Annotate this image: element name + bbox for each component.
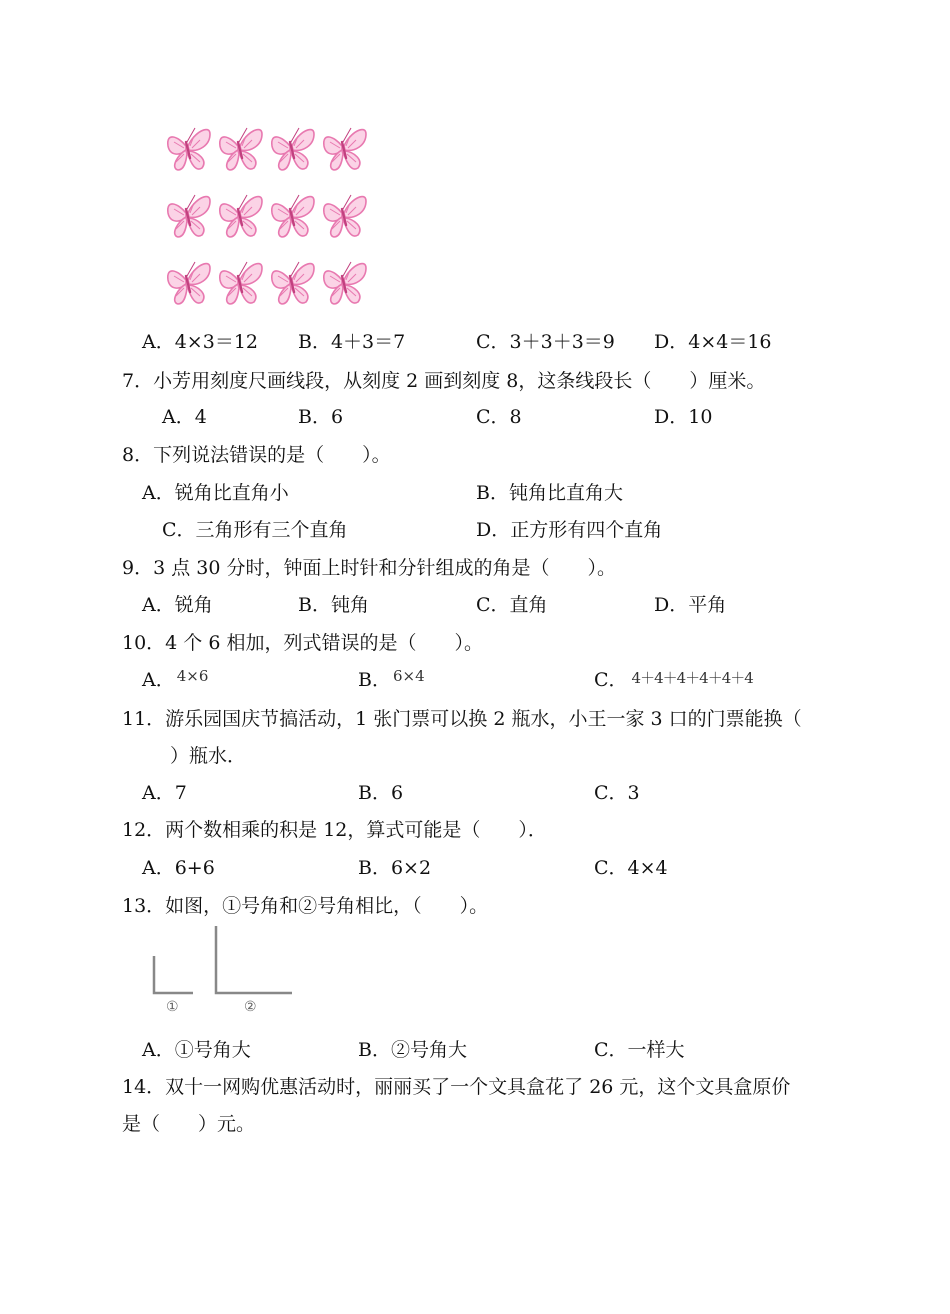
q9-option-a[interactable]: A．锐角 — [142, 594, 213, 616]
butterfly-figure — [160, 118, 375, 313]
q7-option-b[interactable]: B．6 — [298, 406, 344, 428]
butterfly-icon — [272, 195, 314, 237]
q8-option-c[interactable]: C．三角形有三个直角 — [162, 519, 348, 541]
butterfly-icon — [220, 262, 262, 304]
butterfly-icon — [324, 195, 366, 237]
q8-option-d[interactable]: D．正方形有四个直角 — [476, 519, 663, 541]
butterfly-icon — [324, 128, 366, 170]
angle-2-lines — [216, 926, 292, 993]
q9-option-b[interactable]: B．钝角 — [298, 594, 369, 616]
angle-2-label: ② — [244, 999, 257, 1015]
q11-option-a[interactable]: A．7 — [142, 782, 187, 804]
q11-option-c[interactable]: C．3 — [594, 782, 640, 804]
q12-option-a[interactable]: A．6+6 — [142, 857, 215, 879]
q13-option-b[interactable]: B．②号角大 — [358, 1039, 467, 1061]
q13-question: 13．如图，①号角和②号角相比，（ ）。 — [122, 895, 489, 917]
q7-option-a[interactable]: A．4 — [162, 406, 207, 428]
option-expression: 6×4 — [392, 667, 425, 685]
option-letter: B． — [358, 669, 391, 691]
q10-option-a[interactable] — [142, 665, 208, 692]
q7-option-c[interactable]: C．8 — [476, 406, 522, 428]
butterfly-icon — [168, 195, 210, 237]
butterfly-icon — [272, 128, 314, 170]
q12-option-b[interactable]: B．6×2 — [358, 857, 432, 879]
q14-question-line2: 是（ ）元。 — [122, 1113, 256, 1135]
butterfly-icon — [220, 128, 262, 170]
option-expression: 4＋4＋4＋4＋4＋4 — [631, 669, 753, 687]
q9-option-c[interactable]: C．直角 — [476, 594, 548, 616]
angle-1-lines — [154, 956, 193, 993]
butterfly-icon — [168, 128, 210, 170]
q14-question-line1: 14．双十一网购优惠活动时，丽丽买了一个文具盒花了 26 元，这个文具盒原价 — [122, 1076, 791, 1098]
q9-option-d[interactable]: D．平角 — [654, 594, 727, 616]
q11-option-b[interactable]: B．6 — [358, 782, 404, 804]
option-expression: 4×6 — [176, 667, 209, 685]
q13-option-c[interactable]: C．一样大 — [594, 1039, 685, 1061]
q7-question: 7．小芳用刻度尺画线段，从刻度 2 画到刻度 8，这条线段长（ ）厘米。 — [122, 370, 766, 392]
q10-question: 10．4 个 6 相加，列式错误的是（ ）。 — [122, 632, 483, 654]
q6-option-b[interactable]: B．4＋3＝7 — [298, 331, 406, 353]
q8-option-b[interactable]: B．钝角比直角大 — [476, 482, 623, 504]
q10-option-c[interactable] — [594, 665, 753, 692]
q6-option-c[interactable]: C．3＋3＋3＝9 — [476, 331, 615, 353]
q6-option-d[interactable]: D．4×4＝16 — [654, 331, 772, 353]
q8-option-a[interactable]: A．锐角比直角小 — [142, 482, 289, 504]
q10-option-b[interactable] — [358, 665, 425, 692]
q7-option-d[interactable]: D．10 — [654, 406, 713, 428]
q11-question-line2: ）瓶水． — [170, 745, 247, 767]
q13-option-a[interactable]: A．①号角大 — [142, 1039, 251, 1061]
q6-option-a[interactable]: A．4×3＝12 — [142, 331, 258, 353]
butterfly-icon — [324, 262, 366, 304]
butterfly-icon — [168, 262, 210, 304]
butterfly-icon — [220, 195, 262, 237]
q9-question: 9．3 点 30 分时，钟面上时针和分针组成的角是（ ）。 — [122, 557, 616, 579]
q8-question: 8．下列说法错误的是（ ）。 — [122, 444, 391, 466]
angle-1-label: ① — [166, 999, 179, 1015]
q11-question-line1: 11．游乐园国庆节搞活动，1 张门票可以换 2 瓶水，小王一家 3 口的门票能换（ — [122, 708, 802, 730]
option-letter: C． — [594, 669, 628, 691]
option-letter: A． — [142, 669, 175, 691]
q12-option-c[interactable]: C．4×4 — [594, 857, 668, 879]
butterfly-icon — [272, 262, 314, 304]
q12-question: 12．两个数相乘的积是 12，算式可能是（ ）． — [122, 819, 547, 841]
